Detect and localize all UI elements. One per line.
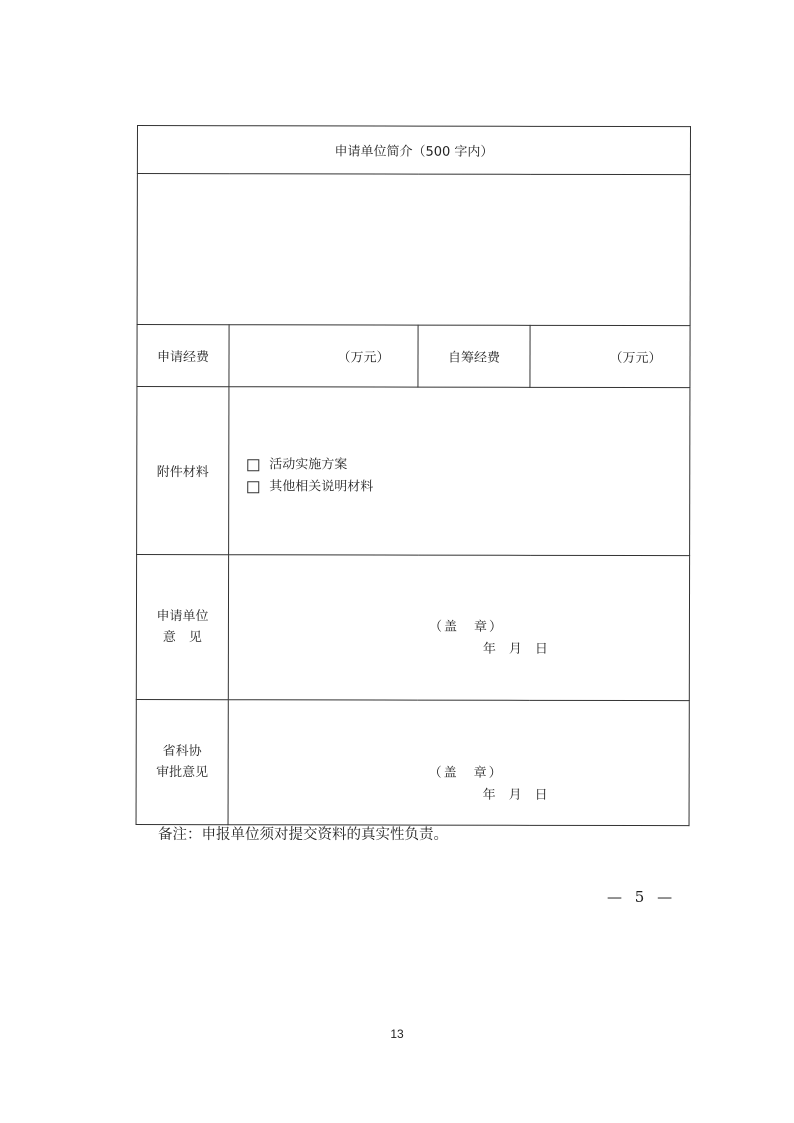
fund-request-unit: （万元） [337, 350, 390, 366]
intro-title: 申请单位简介（500 字内） [334, 144, 494, 160]
footnote: 备注：申报单位须对提交资料的真实性负责。 [158, 827, 448, 843]
self-fund-unit: （万元） [609, 350, 662, 367]
self-fund-label-cell [418, 325, 530, 387]
approval-label-cell [136, 699, 228, 824]
attachment-label: 其他相关说明材料 [269, 478, 374, 494]
checkbox-icon[interactable] [247, 481, 259, 493]
attachments-checklist [229, 387, 690, 556]
attachment-item-other[interactable] [247, 476, 689, 499]
page-number: 13 [390, 1027, 404, 1041]
applicant-opinion-label-cell [136, 555, 228, 700]
page-marker: — 5 — [607, 888, 677, 906]
attachment-item-plan[interactable] [247, 454, 689, 477]
attachments-label: 附件材料 [156, 465, 209, 481]
approval-opinion-field[interactable] [228, 700, 689, 826]
application-form-table [136, 125, 691, 826]
intro-content-field[interactable] [137, 174, 690, 326]
approval-label-line2: 审批意见 [156, 765, 209, 781]
applicant-date: 年 月 日 [482, 641, 548, 657]
applicant-seal: （盖 章） [428, 619, 504, 635]
attachments-label-cell [137, 387, 229, 555]
fund-request-label: 申请经费 [156, 350, 210, 366]
applicant-opinion-label-line2: 意 见 [162, 630, 202, 646]
approval-label-line1: 省科协 [162, 744, 202, 760]
self-fund-field[interactable] [530, 325, 690, 387]
attachment-label: 活动实施方案 [269, 456, 348, 472]
applicant-opinion-field[interactable] [228, 555, 689, 701]
approval-seal: （盖 章） [428, 765, 504, 781]
fund-request-field[interactable] [229, 325, 418, 387]
intro-title-cell [137, 126, 690, 175]
approval-date: 年 月 日 [482, 787, 548, 803]
checkbox-icon[interactable] [247, 459, 259, 471]
applicant-opinion-label-line1: 申请单位 [156, 609, 209, 625]
fund-request-label-cell [137, 325, 229, 387]
self-fund-label: 自筹经费 [447, 350, 501, 366]
